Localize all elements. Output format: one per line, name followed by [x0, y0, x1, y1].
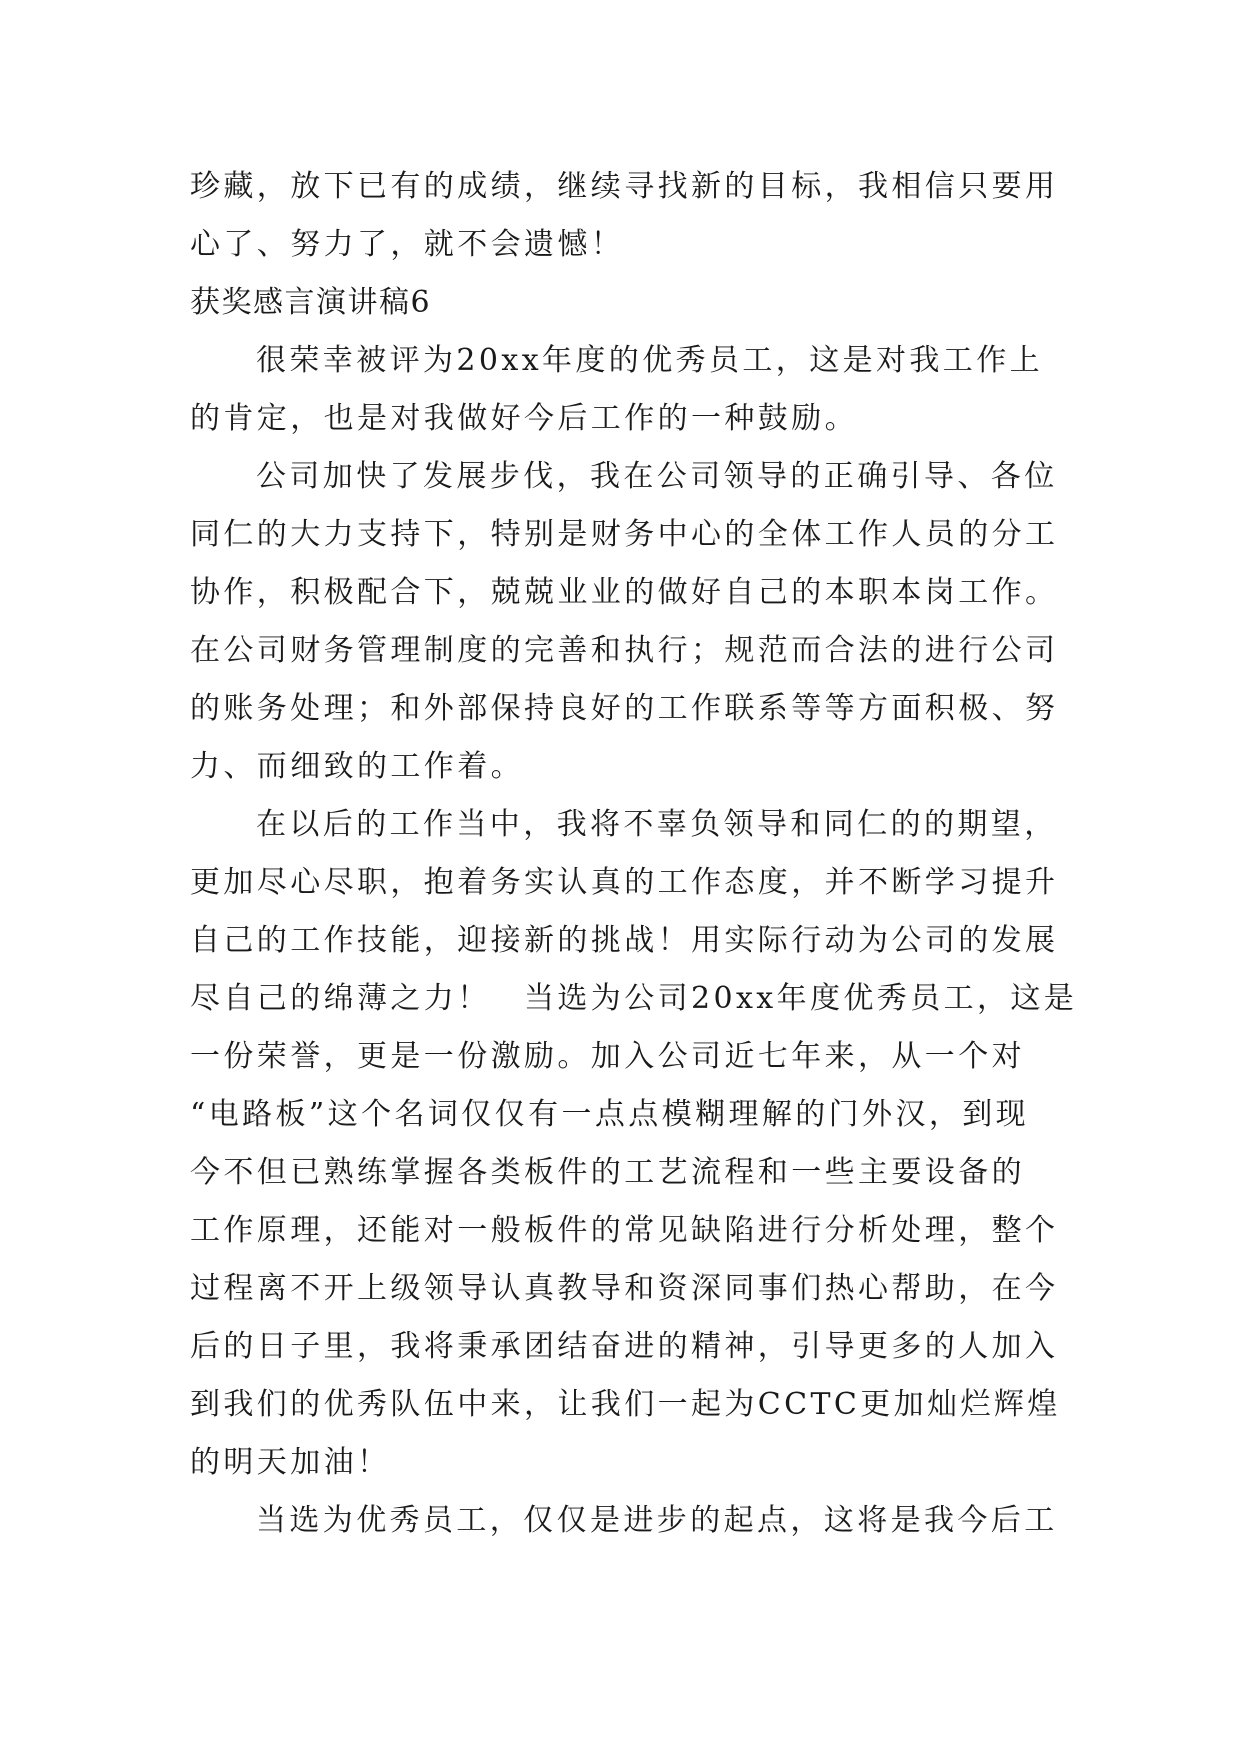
text-line: 更加尽心尽职，抱着务实认真的工作态度，并不断学习提升 [190, 865, 1059, 900]
text-line: 的账务处理；和外部保持良好的工作联系等等方面积极、努 [190, 691, 1059, 726]
text-line: 的明天加油！ [190, 1445, 391, 1480]
text-line: 很荣幸被评为20xx年度的优秀员工，这是对我工作上 [256, 343, 1044, 378]
text-line: 尽自己的绵薄之力！ 当选为公司20xx年度优秀员工，这是 [190, 981, 1078, 1016]
section-heading: 获奖感言演讲稿6 [190, 285, 432, 320]
text-line: 协作，积极配合下，兢兢业业的做好自己的本职本岗工作。 [190, 575, 1059, 610]
text-line: “电路板”这个名词仅仅有一点点模糊理解的门外汉，到现 [190, 1097, 1030, 1132]
text-line: 珍藏，放下已有的成绩，继续寻找新的目标，我相信只要用 [190, 169, 1059, 204]
text-line: 当选为优秀员工，仅仅是进步的起点，这将是我今后工 [256, 1503, 1058, 1538]
text-line: 后的日子里，我将秉承团结奋进的精神，引导更多的人加入 [190, 1329, 1059, 1364]
text-line: 心了、努力了，就不会遗憾！ [190, 227, 625, 262]
text-line: 过程离不开上级领导认真教导和资深同事们热心帮助，在今 [190, 1271, 1059, 1306]
text-line: 在公司财务管理制度的完善和执行；规范而合法的进行公司 [190, 633, 1059, 668]
document-body [190, 158, 1078, 1550]
text-line: 的肯定，也是对我做好今后工作的一种鼓励。 [190, 401, 858, 436]
text-line: 自己的工作技能，迎接新的挑战！用实际行动为公司的发展 [190, 923, 1059, 958]
text-line: 力、而细致的工作着。 [190, 749, 524, 784]
text-line: 今不但已熟练掌握各类板件的工艺流程和一些主要设备的 [190, 1155, 1025, 1190]
text-line: 一份荣誉，更是一份激励。加入公司近七年来，从一个对 [190, 1039, 1025, 1074]
text-line: 到我们的优秀队伍中来，让我们一起为CCTC更加灿烂辉煌 [190, 1387, 1061, 1422]
text-line: 同仁的大力支持下，特别是财务中心的全体工作人员的分工 [190, 517, 1059, 552]
text-line: 工作原理，还能对一般板件的常见缺陷进行分析处理，整个 [190, 1213, 1059, 1248]
text-line: 在以后的工作当中，我将不辜负领导和同仁的的期望， [256, 807, 1058, 842]
text-line: 公司加快了发展步伐，我在公司领导的正确引导、各位 [256, 459, 1058, 494]
